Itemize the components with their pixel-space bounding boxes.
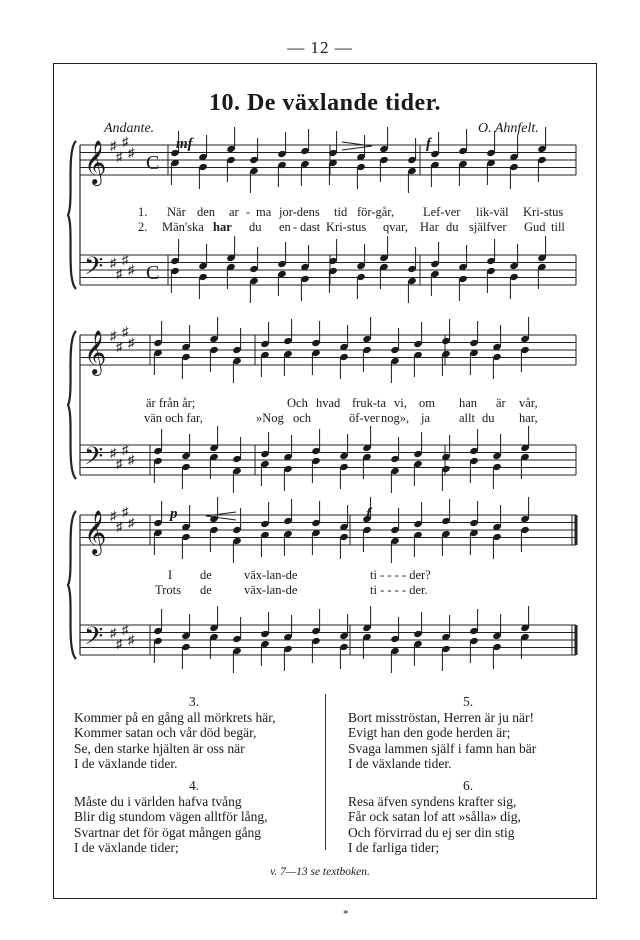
lyric-syllable: Lef-ver (423, 205, 461, 219)
lyric-syllable: »Nog (256, 411, 284, 425)
sharp-sign: ♯ (116, 339, 123, 354)
dynamic-mf: mf (176, 136, 193, 152)
lyric-syllable: de (200, 568, 212, 582)
sharp-sign: ♯ (116, 149, 123, 164)
verse-line: Kommer satan och vår död begär, (74, 725, 257, 741)
treble-clef: 𝄞 (84, 512, 107, 554)
lyric-syllable: - (246, 205, 251, 219)
lyric-syllable: vår, (519, 396, 538, 410)
verse-5 (348, 694, 588, 772)
lyric-syllable: När (167, 205, 186, 219)
system-brace (68, 511, 76, 659)
lyric-syllable: ma (256, 205, 272, 219)
verse-line: Bort misströstan, Herren är ju när! (348, 709, 534, 725)
lyric-syllable: tid (334, 205, 348, 219)
lyric-syllable: ti - - - - der. (370, 583, 428, 597)
lyric-syllable: vän och far, (144, 411, 203, 425)
verse-line: Svartnar det för ögat mången gång (74, 824, 262, 840)
verse-line: I de växlande tider; (74, 840, 179, 856)
lyric-syllable: han (459, 396, 478, 410)
verse-number: 3. (188, 694, 200, 709)
verse-line: Evigt han den gode herden är; (348, 725, 511, 741)
verse-line: Får ock satan lof att »sålla» dig, (348, 809, 521, 825)
treble-clef: 𝄞 (84, 142, 107, 184)
footer-note: v. 7—13 se textboken. (270, 866, 370, 878)
lyric-syllable: om (419, 396, 435, 410)
sharp-sign: ♯ (128, 515, 135, 530)
lyric-syllable: ar (229, 205, 239, 219)
sharp-sign: ♯ (128, 452, 135, 467)
lyric-syllable: du (249, 220, 262, 234)
lyric-syllable: du (446, 220, 459, 234)
lyric-syllable: lik-väl (476, 205, 509, 219)
verse-line: Svaga lammen själf i famn han bär (348, 740, 537, 756)
sharp-sign: ♯ (122, 252, 129, 267)
bass-clef: 𝄢 (84, 443, 104, 476)
sharp-sign: ♯ (128, 262, 135, 277)
lyric-syllable: Gud (524, 220, 546, 234)
verse-number: 4. (188, 778, 200, 793)
verse-6 (348, 778, 588, 856)
lyric-syllable: Kri-stus (326, 220, 367, 234)
lyric-syllable: har (213, 220, 232, 234)
lyric-syllable: Trots (155, 583, 181, 597)
lyric-syllable: har, (519, 411, 538, 425)
lyric-syllable: - (293, 220, 298, 234)
verse-line: I de växlande tider. (348, 756, 452, 772)
page-number: — 12 — (287, 38, 353, 57)
lyric-syllable: qvar, (383, 220, 408, 234)
common-time: C (146, 262, 160, 284)
lyric-syllable: hvad (316, 396, 341, 410)
bass-clef: 𝄢 (84, 623, 104, 656)
dynamic-f-2: f (366, 506, 371, 522)
verse-line: Kommer på en gång all mörkrets här, (74, 709, 276, 725)
verse-number: 5. (462, 694, 474, 709)
composer-name: O. Ahnfelt. (478, 121, 539, 136)
sharp-sign: ♯ (116, 456, 123, 471)
lyric-syllable: Män'ska (162, 220, 204, 234)
lyric-syllable: själfver (469, 220, 507, 234)
decrescendo-hairpin (342, 142, 372, 150)
lyric-syllable: de (200, 583, 212, 597)
dynamic-f: f (426, 136, 431, 152)
system-brace (68, 141, 76, 289)
sharp-sign: ♯ (110, 138, 117, 153)
sharp-sign: ♯ (110, 255, 117, 270)
sharp-sign: ♯ (110, 508, 117, 523)
lyric-syllable: öf-ver (349, 411, 380, 425)
dynamic-p: p (170, 506, 178, 522)
sharp-sign: ♯ (110, 328, 117, 343)
verse-column-divider (325, 694, 326, 850)
lyric-syllable: till (551, 220, 565, 234)
sharp-sign: ♯ (116, 636, 123, 651)
verse-line: I de växlande tider. (74, 756, 178, 772)
song-title: 10. De växlande tider. (208, 90, 442, 116)
sharp-sign: ♯ (110, 445, 117, 460)
lyric-syllable: ja (421, 411, 431, 425)
sharp-sign: ♯ (122, 324, 129, 339)
lyric-syllable: vi, (394, 396, 407, 410)
sharp-sign: ♯ (128, 145, 135, 160)
bass-clef: 𝄢 (84, 253, 104, 286)
lyric-syllable: 2. (138, 220, 148, 234)
verse-line: Måste du i världen hafva tvång (74, 793, 242, 809)
lyric-syllable: för-går, (357, 205, 395, 219)
lyric-syllable: ti - - - - der? (370, 568, 431, 582)
verse-line: Blir dig stundom vägen alltför lång, (74, 809, 268, 825)
tempo-marking: Andante. (104, 121, 155, 136)
lyric-syllable: väx-lan-de (244, 583, 298, 597)
common-time: C (146, 152, 160, 174)
sharp-sign: ♯ (122, 442, 129, 457)
verse-line: Se, den starke hjälten är oss när (74, 740, 245, 756)
verse-4 (74, 778, 314, 856)
lyric-syllable: I (168, 568, 173, 582)
sharp-sign: ♯ (122, 134, 129, 149)
lyric-syllable: Har (420, 220, 439, 234)
sharp-sign: ♯ (128, 632, 135, 647)
verse-line: I de farliga tider; (348, 840, 440, 856)
lyric-syllable: väx-lan-de (244, 568, 298, 582)
sharp-sign: ♯ (110, 625, 117, 640)
lyric-syllable: 1. (138, 205, 148, 219)
verse-line: Och förvirrad du ej ser din stig (348, 824, 515, 840)
verse-line: Resa äfven syndens krafter sig, (348, 793, 517, 809)
lyric-syllable: Och (287, 396, 308, 410)
lyric-syllable: allt (459, 411, 475, 425)
lyric-syllable: dast (300, 220, 321, 234)
lyric-syllable: den (197, 205, 216, 219)
sharp-sign: ♯ (116, 519, 123, 534)
treble-clef: 𝄞 (84, 332, 107, 374)
printer-mark: * (343, 908, 349, 920)
lyric-syllable: fruk-ta (352, 396, 387, 410)
sharp-sign: ♯ (122, 622, 129, 637)
lyric-syllable: nog», (381, 411, 410, 425)
lyric-syllable: en (279, 220, 291, 234)
system-brace (68, 331, 76, 479)
lyric-syllable: är (496, 396, 506, 410)
sharp-sign: ♯ (128, 335, 135, 350)
lyric-syllable: och (293, 411, 312, 425)
sharp-sign: ♯ (122, 504, 129, 519)
lyric-syllable: jor-dens (279, 205, 320, 219)
lyric-syllable: Kri-stus (523, 205, 564, 219)
verse-number: 6. (462, 778, 474, 793)
lyric-syllable: du (482, 411, 495, 425)
sharp-sign: ♯ (116, 266, 123, 281)
verse-3 (74, 694, 314, 772)
lyric-syllable: är från år; (146, 396, 196, 410)
